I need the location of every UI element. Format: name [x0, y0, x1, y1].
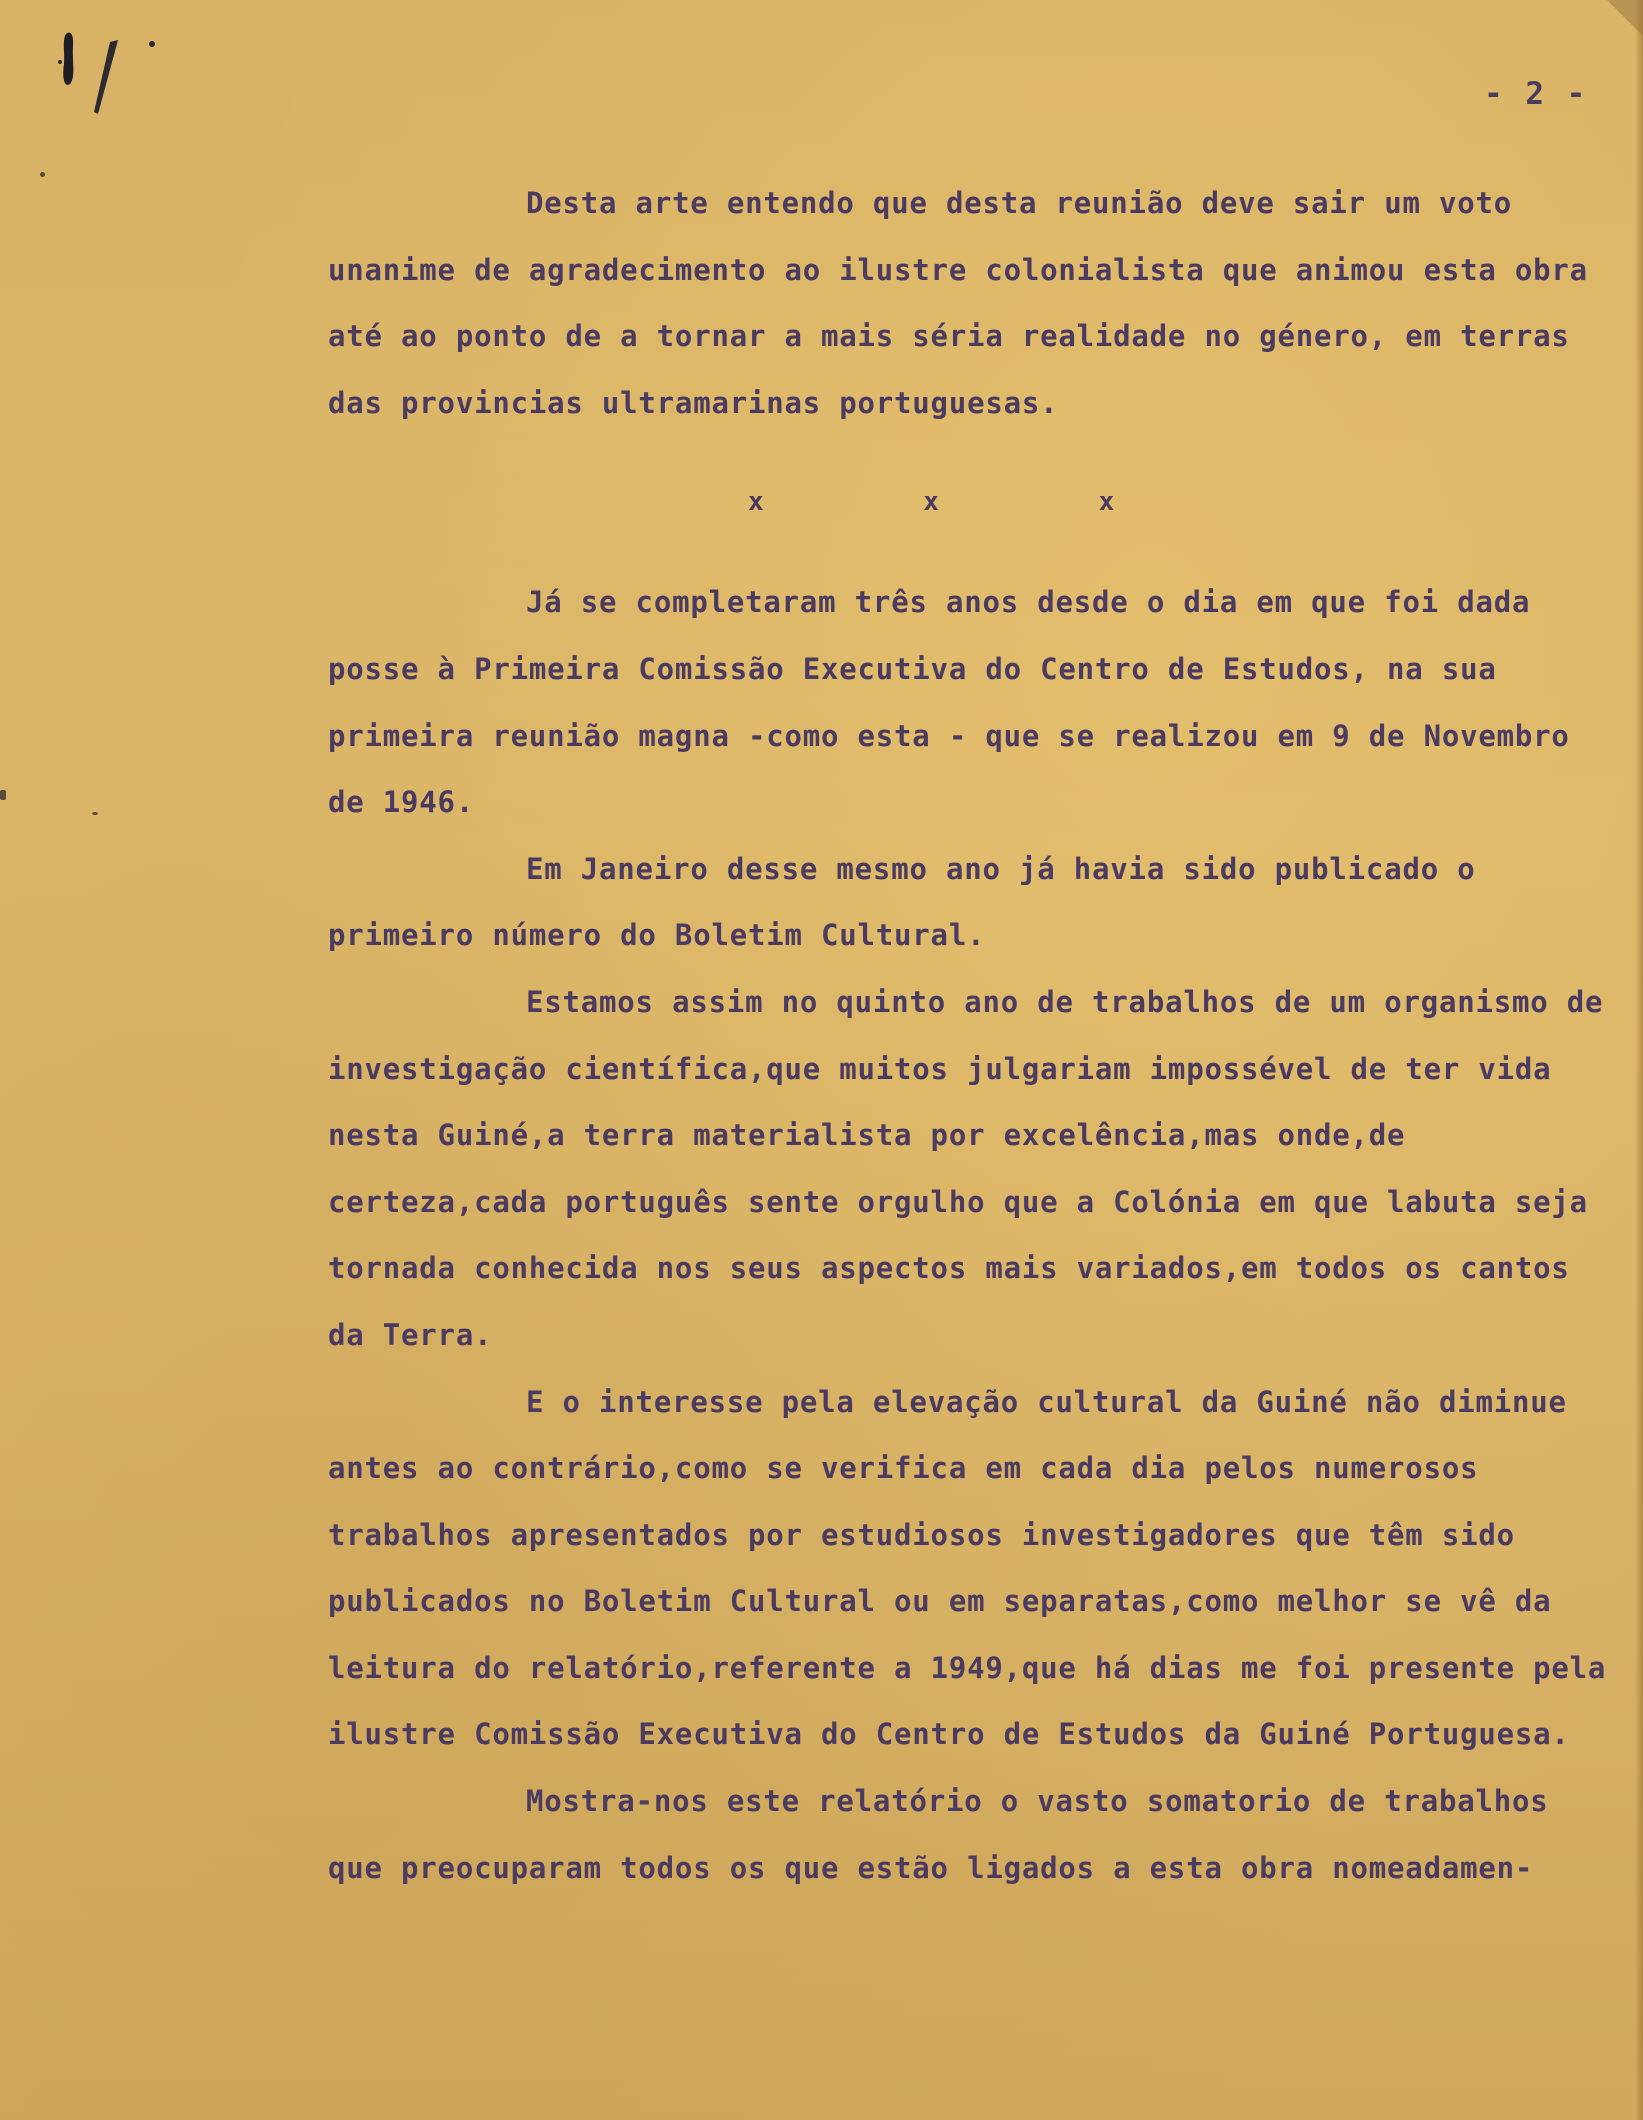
paragraph: E o interesse pela elevação cultural da Guiné não diminue antes ao contrário,como se verifica em cada dia pelos numerosos trabalhos apresentados por estudiosos investigadores que têm sido publicados no Boletim Cultural ou em separatas,como melhor se vê da leitura do relatório,referente a 1949,que há dias me foi presente pela ilustre Comissão Executiva do Centro de Estudos da Guiné Portuguesa.	[328, 1384, 1607, 1752]
page-number: - 2 -	[1484, 76, 1588, 112]
section-separator: x x x	[748, 487, 1187, 518]
page-edge-shadow	[1635, 0, 1643, 2120]
paragraph: Mostra-nos este relatório o vasto somatorio de trabalhos que preocuparam todos os que estão ligados a esta obra nomeadamen-	[328, 1784, 1549, 1885]
paragraph: Desta arte entendo que desta reunião deve sair um voto unanime de agradecimento ao ilustre colonialista que animou esta obra até ao ponto de a tornar a mais séria realidade no género, em terras das provincias ultramarinas portuguesas.	[328, 186, 1588, 420]
ink-speck	[40, 172, 45, 177]
paragraph: Já se completaram três anos desde o dia em que foi dada posse à Primeira Comissão Executiva do Centro de Estudos, na sua primeira reunião magna -como esta - que se realizou em 9 de Novembro de 1946.	[328, 585, 1570, 820]
body-text	[328, 170, 1608, 1901]
ink-speck	[0, 790, 6, 800]
paragraph: Em Janeiro desse mesmo ano já havia sido publicado o primeiro número do Boletim Cultural.	[328, 851, 1476, 953]
ink-mark-icon	[58, 22, 158, 132]
ink-speck	[92, 812, 98, 815]
paragraph: Estamos assim no quinto ano de trabalhos de um organismo de investigação científica,que muitos julgariam impossével de ter vida nesta Guiné,a terra materialista por excelência,mas onde,de certeza,cada português sente orgulho que a Colónia em que labuta seja tornada conhecida nos seus aspectos mais variados,em todos os cantos da Terra.	[328, 984, 1604, 1352]
